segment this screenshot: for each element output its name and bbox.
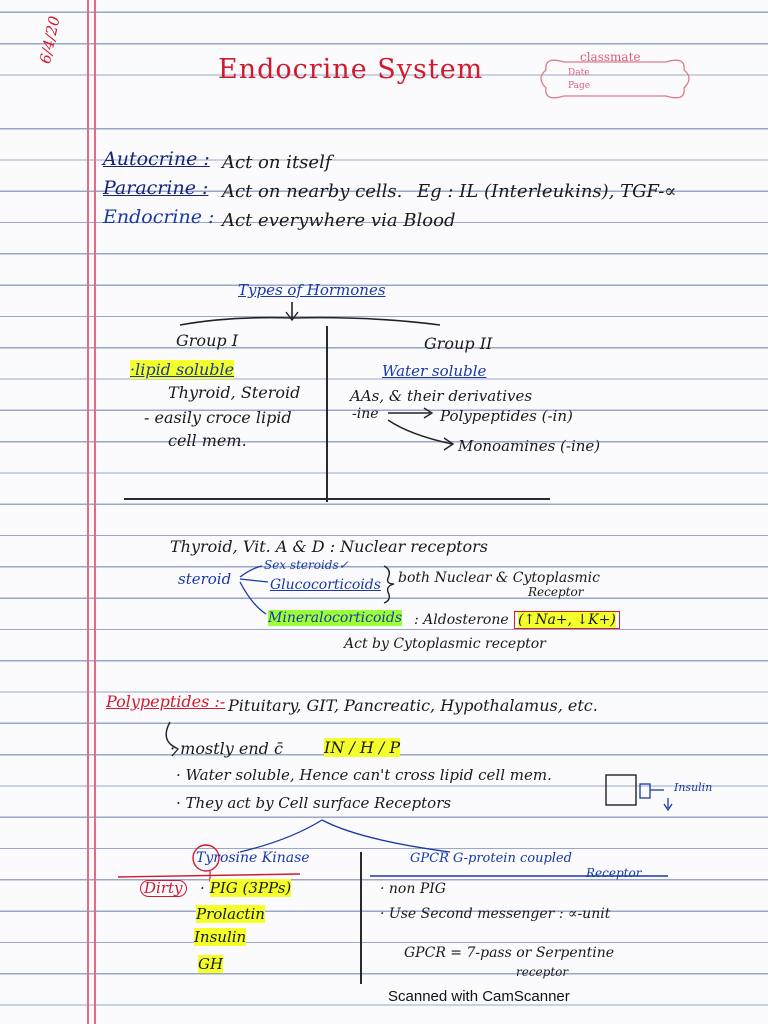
definition-text: Act on nearby cells. <box>222 181 403 202</box>
polypeptides-bullet: · They act by Cell surface Receptors <box>176 794 452 812</box>
kinase-item: GH <box>198 955 224 973</box>
scanner-watermark: Scanned with CamScanner <box>388 988 570 1005</box>
group-2-line: AAs, & their derivatives <box>350 387 533 405</box>
receptor-steroid: steroid <box>178 570 232 588</box>
gpcr-title: GPCR G-protein coupled <box>410 851 572 866</box>
kinase-dirty-badge: Dirty <box>140 880 187 897</box>
group-bottom-line <box>124 498 550 500</box>
receptor-receptor-label: Receptor <box>528 585 584 599</box>
receptor-divider <box>360 852 362 984</box>
classmate-brand: classmate <box>580 50 641 64</box>
gpcr-item: receptor <box>516 965 569 979</box>
polypeptides-bullet: · mostly end c̄ <box>170 739 283 758</box>
kinase-item: · PIG (3PPs) <box>200 879 292 897</box>
definition-text: Act on itself <box>222 152 332 173</box>
definition-term: Paracrine : <box>103 177 209 199</box>
page-title: Endocrine System <box>218 54 484 85</box>
definition-example: Eg : IL (Interleukins), TGF-∝ <box>417 181 677 202</box>
polypeptides-sources: Pituitary, GIT, Pancreatic, Hypothalamus, etc. <box>228 696 598 715</box>
group-2-line: -ine <box>352 406 379 422</box>
classmate-date-label: Date <box>568 68 590 78</box>
receptor-mineralocorticoids: Mineralocorticoids <box>268 610 403 626</box>
gpcr-item: GPCR = 7-pass or Serpentine <box>404 945 615 961</box>
group-1-line: - easily croce lipid <box>144 408 292 427</box>
group-1-line: Thyroid, Steroid <box>168 383 301 402</box>
group-2-line: Water soluble <box>382 362 487 380</box>
receptor-na-k-box: (↑Na+, ↓K+) <box>514 611 620 629</box>
section-heading: Types of Hormones <box>238 281 386 299</box>
classmate-page-label: Page <box>568 81 591 91</box>
gpcr-item: · Use Second messenger : ∝-unit <box>380 906 611 922</box>
definition-term: Endocrine : <box>103 206 215 228</box>
kinase-title: Tyrosine Kinase <box>196 850 310 866</box>
insulin-diagram-label: Insulin <box>674 781 713 794</box>
receptor-sex-steroids: Sex steroids✓ <box>264 558 349 572</box>
gpcr-item: · non PIG <box>380 881 446 897</box>
receptor-both: both Nuclear & Cytoplasmic <box>398 570 600 586</box>
group-1-title: Group I <box>176 331 239 350</box>
receptor-glucocorticoids: Glucocorticoids <box>270 577 381 593</box>
group-2-line: Polypeptides (-in) <box>440 407 573 425</box>
polypeptides-end-hl: IN / H / P <box>324 738 401 757</box>
group-1-line: ·lipid soluble <box>130 360 235 379</box>
definition-term: Autocrine : <box>103 148 210 170</box>
polypeptides-bullet: · Water soluble, Hence can't cross lipid cell mem. <box>176 766 552 784</box>
group-divider <box>326 326 328 502</box>
definition-text: Act everywhere via Blood <box>222 210 456 231</box>
kinase-item: Prolactin <box>196 905 265 923</box>
gpcr-receptor-label: Receptor <box>586 866 642 880</box>
group-2-line: Monoamines (-ine) <box>458 437 601 455</box>
page-date: 6/4/20 <box>36 14 64 66</box>
kinase-item: Insulin <box>194 928 247 946</box>
group-2-title: Group II <box>424 334 493 353</box>
receptor-aldosterone: : Aldosterone <box>414 612 509 628</box>
polypeptides-heading: Polypeptides :- <box>106 692 226 711</box>
receptor-line: Thyroid, Vit. A & D : Nuclear receptors <box>170 537 489 556</box>
receptor-cytoplasmic: Act by Cytoplasmic receptor <box>344 636 546 652</box>
group-1-line: cell mem. <box>168 431 247 450</box>
